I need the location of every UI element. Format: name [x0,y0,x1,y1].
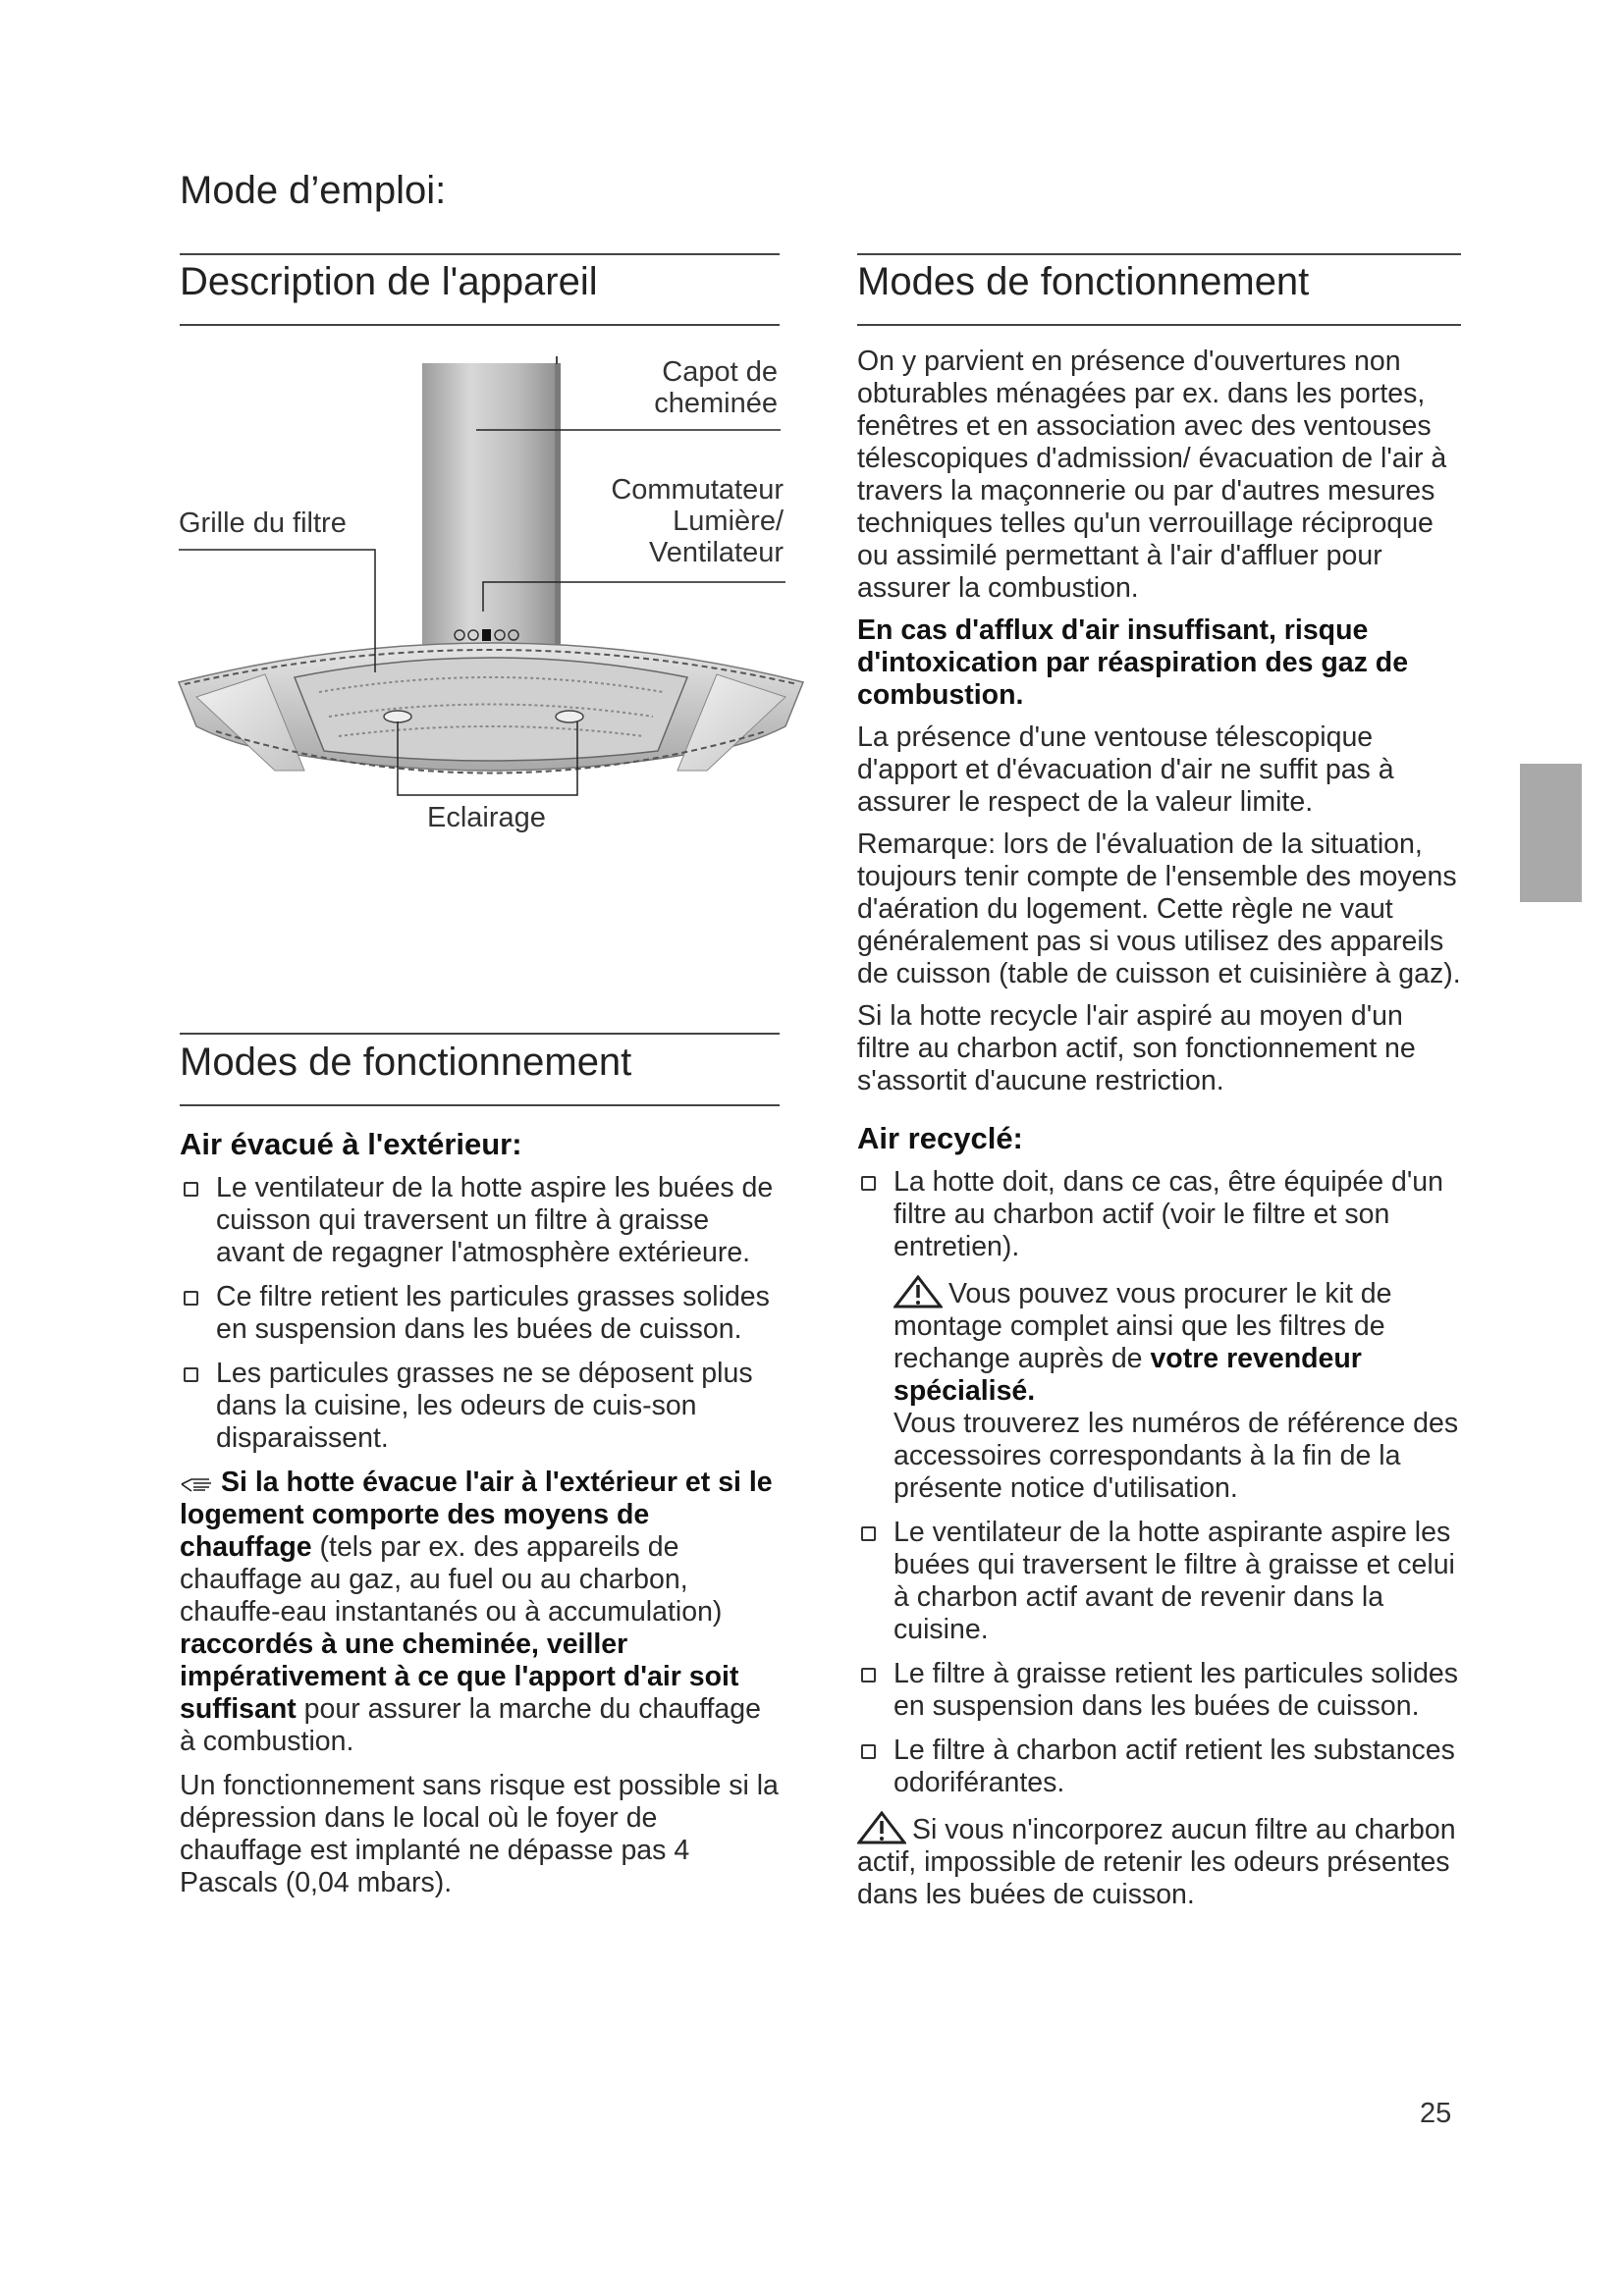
checkbox-bullet-icon [861,1526,876,1541]
warning-triangle-icon [857,1811,906,1844]
right-column-text [857,346,1461,1911]
note-text-1: (tels par ex. des appareils de chauffage au gaz, au fuel ou au charbon, chauffe-eau instantanés ou à accumulation) [180,1531,723,1628]
label-capot [654,356,778,419]
section-rule-top [180,253,780,255]
list-item [857,1517,1461,1646]
list-item-text: Le filtre à graisse retient les particules solides en suspension dans les buées de cuisson. [893,1658,1459,1722]
label-capot-line2: cheminée [654,388,778,419]
right-checklist-2 [857,1517,1461,1799]
section-rule-top [180,1033,780,1035]
list-item-text: Ce filtre retient les particules grasses solides en suspension dans les buées de cuisson. [216,1281,770,1345]
note-bold-1: Si la hotte évacue l'air à l'extérieur et si le logement comporte des moyens de chauffage [180,1467,773,1563]
checkbox-bullet-icon [861,1176,876,1191]
label-capot-line1: Capot de [662,356,778,388]
checkbox-bullet-icon [184,1182,198,1197]
paragraph: La présence d'une ventouse télescopique d'apport et d'évacuation d'air ne suffit pas à assurer le respect de la valeur limite. [857,721,1394,818]
section-rule-bottom [857,324,1461,326]
chapter-tab [1520,764,1582,902]
warning-paragraph: En cas d'afflux d'air insuffisant, risque d'intoxication par réaspiration des gaz de combustion. [857,614,1409,711]
label-commutateur-line1: Commutateur [611,474,784,506]
left-column-text [180,1127,779,1899]
right-modes-title: Modes de fonctionnement [857,260,1310,303]
list-item [180,1281,779,1346]
hood-diagram [157,339,805,849]
note-text-2: pour assurer la marche du chauffage à combustion. [180,1693,761,1757]
reference-numbers-text: Vous trouverez les numéros de référence des accessoires correspondants à la fin de la présente notice d'utilisation. [893,1408,1459,1504]
document-title: Mode d’emploi: [180,169,447,212]
kit-warning-bold: votre revendeur spécialisé. [893,1343,1362,1407]
list-item [180,1172,779,1269]
list-item [180,1358,779,1455]
left-modes-subtitle: Air évacué à l'extérieur: [180,1127,522,1161]
list-item [857,1166,1461,1263]
section-rule-bottom [180,1104,780,1106]
list-item [857,1658,1461,1723]
label-commutateur-line2: Lumière/ [673,506,784,537]
checkbox-bullet-icon [184,1367,198,1382]
label-grille: Grille du filtre [179,507,347,539]
checkbox-bullet-icon [861,1744,876,1759]
paragraph: Si la hotte recycle l'air aspiré au moyen d'un filtre au charbon actif, son fonctionnement ne s'assortit d'aucune restriction. [857,1000,1416,1096]
kit-warning-text: Vous pouvez vous procurer le kit de montage complet ainsi que les filtres de rechange auprès de [893,1278,1392,1374]
page-number: 25 [1420,2098,1452,2129]
list-item-text: Les particules grasses ne se déposent plus dans la cuisine, les odeurs de cuis-son disparaissent. [216,1358,753,1454]
label-eclairage: Eclairage [427,802,546,833]
left-checklist [180,1172,779,1455]
right-modes-subtitle: Air recyclé: [857,1121,1023,1155]
label-commutateur-line3: Ventilateur [648,537,784,568]
warning-triangle-icon [893,1275,943,1308]
charcoal-warning-text: Si vous n'incorporez aucun filtre au charbon actif, impossible de retenir les odeurs présentes dans les buées de cuisson. [857,1814,1456,1910]
charcoal-warning [857,1811,1461,1911]
list-item [857,1735,1461,1799]
section-rule-bottom [180,324,780,326]
list-item-text: Le ventilateur de la hotte aspirante aspire les buées qui traversent le filtre à graisse et celui à charbon actif avant de revenir dans la cuisine. [893,1517,1455,1645]
description-title: Description de l'appareil [180,260,598,303]
list-item-text: Le ventilateur de la hotte aspire les buées de cuisson qui traversent un filtre à graisse avant de regagner l'atmosphère extérieure. [216,1172,774,1268]
heating-note [180,1467,779,1758]
checkbox-bullet-icon [861,1668,876,1682]
section-rule-top [857,253,1461,255]
remark-paragraph: Remarque: lors de l'évaluation de la situation, toujours tenir compte de l'ensemble des moyens d'aération du logement. Cette règle ne vaut généralement pas si vous utilisez des appareils de cuisson (table de cuisson et cuisinière à gaz). [857,828,1461,989]
left-modes-title: Modes de fonctionnement [180,1041,632,1084]
list-item-text: La hotte doit, dans ce cas, être équipée d'un filtre au charbon actif (voir le filtre et son entretien). [893,1166,1444,1262]
paragraph: On y parvient en présence d'ouvertures non obturables ménagées par ex. dans les portes, fenêtres et en association avec des ventouses télescopiques d'admission/ évacuation de l'air à travers la maçonnerie ou par d'autres mesures techniques telles qu'un verrouillage réciproque ou assimilé permettant à l'air d'affluer pour assurer la combustion. [857,346,1447,604]
right-checklist [857,1166,1461,1263]
checkbox-bullet-icon [184,1291,198,1306]
kit-warning [857,1275,1461,1505]
list-item-text: Le filtre à charbon actif retient les substances odoriférantes. [893,1735,1455,1798]
label-commutateur [611,474,784,568]
pointing-hand-icon [180,1475,215,1493]
pressure-paragraph: Un fonctionnement sans risque est possible si la dépression dans le local où le foyer de chauffage est implanté ne dépasse pas 4 Pascals (0,04 mbars). [180,1770,779,1898]
note-bold-2: raccordés à une cheminée, veiller impérativement à ce que l'apport d'air soit suffisant [180,1629,739,1725]
